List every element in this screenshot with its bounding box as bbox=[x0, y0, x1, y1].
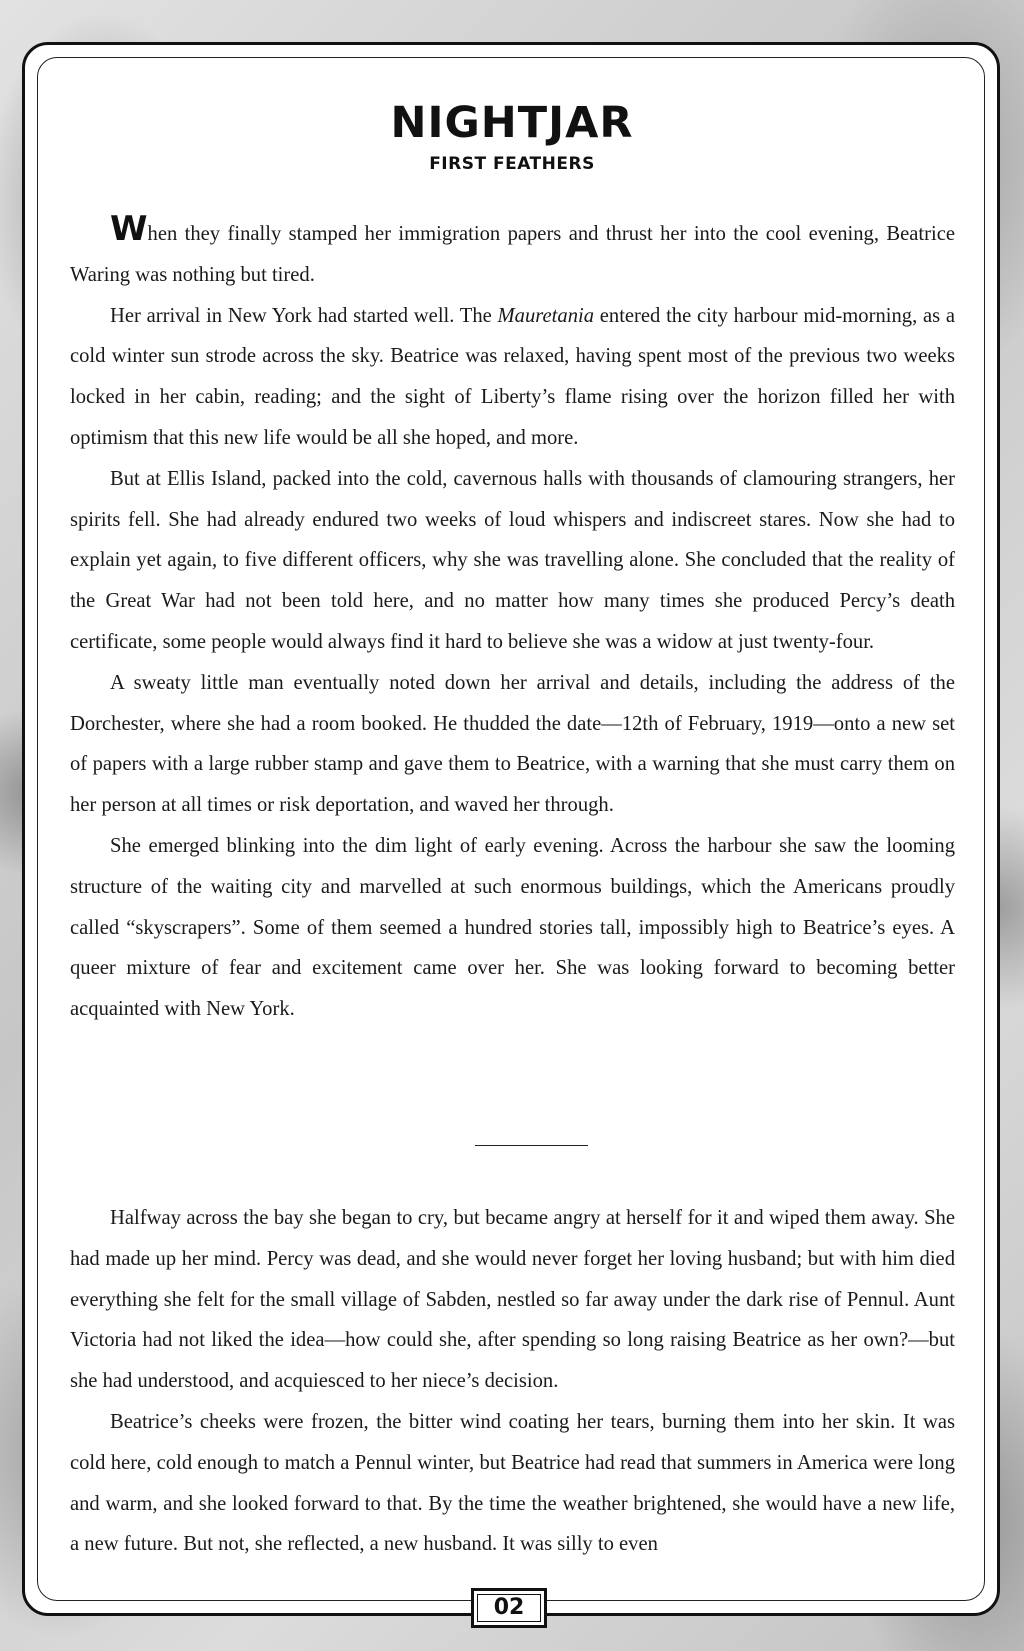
paragraph-3: But at Ellis Island, packed into the cold, cavernous halls with thousands of clamouring strangers, her spirits fell. She had already endured two weeks of loud whispers and indiscreet stares. Now she had to explain yet again, to five different officers, why she was travelling alone. She concluded that the reality of the Great War had not been told here, and no matter how many times she produced Percy’s death certificate, some people would always find it hard to believe she was a widow at just twenty-four. bbox=[70, 467, 955, 653]
section-divider bbox=[475, 1145, 588, 1146]
paragraph-7: Beatrice’s cheeks were frozen, the bitter wind coating her tears, burning them into her skin. It was cold here, cold enough to match a Pennul winter, but Beatrice had read that summers in America were long and warm, and she looked forward to that. By the time the weather brightened, she would have a new life, a new future. But not, she reflected, a new husband. It was silly to even bbox=[70, 1410, 955, 1556]
story-text-section-1 bbox=[70, 209, 955, 1030]
paragraph-2-text-a: Her arrival in New York had started well. The bbox=[110, 304, 498, 327]
paragraph-6: Halfway across the bay she began to cry, but became angry at herself for it and wiped them away. She had made up her mind. Percy was dead, and she would never forget her loving husband; but with him died everything she felt for the small village of Sabden, nestled so far away under the dark rise of Pennul. Aunt Victoria had not liked the idea—how could she, after spending so long raising Beatrice as her own?—but she had understood, and acquiesced to her niece’s decision. bbox=[70, 1207, 955, 1393]
ship-name: Mauretania bbox=[497, 304, 595, 327]
page-number: 02 bbox=[471, 1588, 547, 1628]
paragraph-5: She emerged blinking into the dim light of early evening. Across the harbour she saw the looming structure of the waiting city and marvelled at such enormous buildings, which the Americans proudly called “skyscrapers”. Some of them seemed a hundred stories tall, impossibly high to Beatrice’s eyes. A queer mixture of fear and excitement came over her. She was looking forward to becoming better acquainted with New York. bbox=[70, 834, 955, 1021]
paragraph-2 bbox=[70, 296, 955, 459]
story-text-section-2 bbox=[70, 1198, 955, 1565]
paragraph-1-text: hen they finally stamped her immigration papers and thrust her into the cool evening, Beatrice Waring was nothing but tired. bbox=[70, 223, 955, 286]
paragraph-4: A sweaty little man eventually noted down her arrival and details, including the address of the Dorchester, where she had a room booked. He thudded the date—12th of February, 1919—onto a new set of papers with a large rubber stamp and gave them to Beatrice, with a warning that she must carry them on her person at all times or risk deportation, and waved her through. bbox=[70, 671, 955, 817]
paragraph-2-text-b: entered the city harbour mid-morning, as a cold winter sun strode across the sky. Beatrice was relaxed, having spent most of the previous two weeks locked in her cabin, reading; and the sight of Liberty’s flame rising over the horizon filled her with optimism that this new life would be all she hoped, and more. bbox=[70, 304, 955, 449]
page-title: NIGHTJAR bbox=[390, 98, 634, 148]
drop-cap: W bbox=[110, 209, 148, 249]
paragraph-1 bbox=[70, 209, 955, 296]
chapter-subtitle: FIRST FEATHERS bbox=[429, 154, 595, 174]
